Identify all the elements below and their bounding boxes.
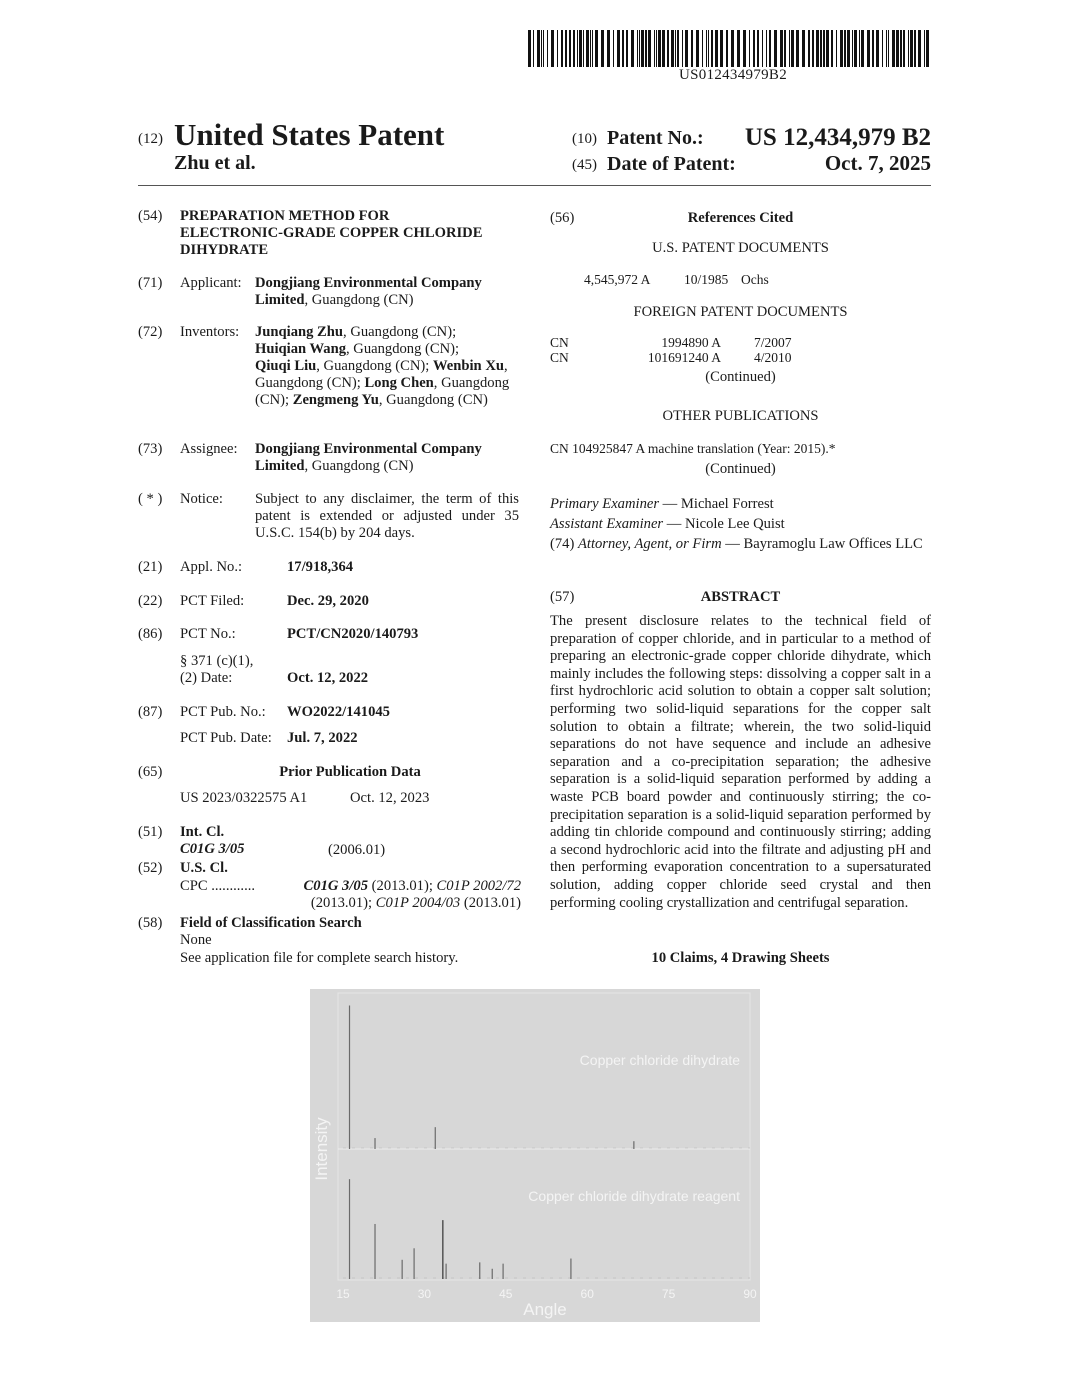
panel-label-top: Copper chloride dihydrate [579,1052,740,1068]
barcode-bar [914,30,916,67]
cpc-class: C01G 3/05 [303,878,369,894]
barcode-bar [749,30,750,67]
title-code: (54) [138,208,163,224]
applicant-name: Dongjiang Environmental Company [255,275,482,291]
abstract-text: The present disclosure relates to the technical field of preparation of copper chloride, and in particular to a method of preparing an electronic-grade copper chloride dihydrate, which mainly includes the following steps: dissolving a copper salt in a first hydrochloric acid solution to obtain a copper salt solution; performing two solid-liquid separations for the copper salt solution to obtain a filtrate; wherein, the two solid-liquid separations do not have sequence and include an adhesive separation and a co-precipitation separation; the adhesive separation is a solid-liquid separation performed by adding a waste PCB board powder and continuously stirring; the co-precipitation separation is a solid-liquid separation performed by adding tin chloride compound and continuously stirring; adding a second hydrochloric acid into the filtrate and adjusting pH and then performing evaporation concentration to a supersaturated solution, adding copper chloride seed crystal and then performing cooling crystallization and centrifugal separation. [550,613,931,911]
barcode-bar [859,30,860,67]
barcode-bar [541,30,542,67]
foreign-doc-date: 4/2010 [754,350,792,365]
abstract-code: (57) [550,589,575,605]
x-tick-label: 90 [743,1287,757,1301]
barcode-bar [753,30,755,67]
representative-figure [310,989,760,1322]
barcode-bar [656,30,657,67]
applicant-label: Applicant: [180,275,242,291]
barcode-bar [682,30,683,67]
header-code-12: (12) [138,131,163,147]
barcode-bar [886,30,887,67]
inventor-name: Zengmeng Yu [292,392,379,408]
barcode-bar [808,30,810,67]
inventor-location: , Guangdong (CN); [346,341,460,357]
pct-no-code: (86) [138,626,163,642]
inventor-name: Long Chen [364,375,434,391]
header-code-45: (45) [572,157,597,173]
barcode-bar [908,30,909,67]
barcode-bar [900,30,902,67]
barcode-bar [702,30,703,67]
barcode-bar [757,30,759,67]
barcode-bar [872,30,874,67]
foreign-doc-date: 7/2007 [754,335,792,350]
foreign-docs-heading: FOREIGN PATENT DOCUMENTS [633,304,848,320]
cpc-label: CPC ............ [180,878,256,894]
primary-examiner [550,496,774,513]
inventor-location: , Guangdong (CN); [316,358,430,374]
patent-no-label: Patent No.: [607,127,704,149]
foreign-continued: (Continued) [705,369,776,385]
pct-pub-no-value: WO2022/141045 [287,704,390,720]
barcode-bar [622,30,624,67]
foreign-doc-country: CN [550,335,569,350]
barcode-bar [796,30,799,67]
barcode-bar [592,30,593,67]
barcode-bar [852,30,853,67]
barcode-bar [573,30,575,67]
barcode-bar [637,30,638,67]
inventors-code: (72) [138,324,163,340]
pct-pub-no-label: PCT Pub. No.: [180,704,266,720]
x-axis-label: Angle [523,1300,567,1319]
inventor-location: , Guangdong (CN); [255,375,510,408]
title-line: ELECTRONIC-GRADE COPPER CHLORIDE [180,225,483,241]
barcode-bar [708,30,709,67]
applicant-code: (71) [138,275,163,291]
x-tick-label: 60 [580,1287,594,1301]
x-tick-label: 15 [336,1287,350,1301]
barcode-bar [918,30,921,67]
cpc-class: C01P 2004/03 [375,895,461,911]
appl-no-label: Appl. No.: [180,559,243,575]
assistant-examiner [550,516,785,533]
barcode-bar [590,30,591,67]
assignee-name: Dongjiang Environmental Company [255,441,482,457]
assignee-code: (73) [138,441,163,457]
us-docs-heading: U.S. PATENT DOCUMENTS [652,240,829,256]
barcode-bar [543,30,544,67]
header-divider [138,185,931,186]
notice-code: ( * ) [138,491,163,507]
barcode-bar [876,30,879,67]
us-cl-code: (52) [138,860,163,876]
us-doc-number: 4,545,972 A [584,272,651,287]
inventor-name: Junqiang Zhu [255,324,344,340]
date-of-patent: Oct. 7, 2025 [824,151,931,175]
barcode-bar [691,30,693,67]
barcode-bar [844,30,846,67]
barcode-bar [579,30,582,67]
barcode-bar [769,30,771,67]
barcode-bar [802,30,805,67]
prior-pub-heading: Prior Publication Data [279,764,421,780]
int-cl-version: (2006.01) [328,842,386,858]
cpc-classes [277,878,521,912]
inventors-list [255,324,517,409]
panel-label-bottom: Copper chloride dihydrate reagent [528,1188,740,1204]
title-line: PREPARATION METHOD FOR [180,208,390,224]
us-doc-name: Ochs [741,272,769,287]
barcode-bar [789,30,790,67]
barcode-bar [586,30,589,67]
barcode-bar [823,30,825,67]
claims-summary: 10 Claims, 4 Drawing Sheets [651,950,830,966]
other-pubs-heading: OTHER PUBLICATIONS [662,408,819,424]
barcode-bar [557,30,558,67]
barcode-bar [840,30,843,67]
barcode-bar [533,30,534,67]
foreign-doc-country: CN [550,350,569,365]
header-code-10: (10) [572,131,597,147]
barcode-bar [583,30,584,67]
primary-examiner-label: Primary Examiner [550,496,660,512]
field-search-note: See application file for complete search history. [180,950,459,966]
cpc-class: C01P 2002/72 [436,878,521,894]
s371-label: § 371 (c)(1), [180,653,254,669]
barcode-bar [831,30,833,67]
authors: Zhu et al. [174,152,256,174]
pct-pub-no-code: (87) [138,704,163,720]
inventor-location: , Guangdong (CN); [343,324,457,340]
barcode-bar [867,30,870,67]
barcode-bar [731,30,734,67]
abstract-heading: ABSTRACT [700,589,781,605]
barcode-bar [645,30,647,67]
assignee-value [255,441,520,475]
barcode-bar [861,30,864,67]
patent-number: US 12,434,979 B2 [744,124,931,151]
barcode-bar [639,30,640,67]
barcode-bar [667,30,669,67]
barcode-bar [537,30,540,67]
assistant-examiner-name: — Nicole Lee Quist [663,516,785,532]
int-cl-heading: Int. Cl. [180,824,225,840]
barcode [528,30,932,67]
appl-no-value: 17/918,364 [287,559,354,575]
barcode-number: US012434979B2 [678,67,788,83]
prior-pub-date: Oct. 12, 2023 [350,790,430,806]
other-continued: (Continued) [705,461,776,477]
barcode-bar [711,30,713,67]
assignee-label: Assignee: [180,441,238,457]
barcode-bar [737,30,740,67]
notice-text: Subject to any disclaimer, the term of this patent is extended or adjusted under 35 U.S.C. 154(b) by 204 days. [255,491,519,541]
barcode-bar [766,30,767,67]
cpc-version: (2013.01) [460,895,521,911]
invention-title [180,208,482,259]
barcode-bar [551,30,554,67]
barcode-bar [685,30,688,67]
barcode-bar [626,30,628,67]
figure-background [310,989,760,1322]
inventor-location: , Guangdong (CN) [378,392,488,408]
applicant-value [255,275,520,309]
pct-pub-date-value: Jul. 7, 2022 [287,730,358,746]
int-cl-class: C01G 3/05 [180,841,245,857]
pct-no-label: PCT No.: [180,626,236,642]
barcode-bar [791,30,794,67]
prior-pub-code: (65) [138,764,163,780]
primary-examiner-name: — Michael Forrest [659,496,774,512]
cpc-version: (2013.01); [310,895,376,911]
attorney-code: (74) [550,536,575,552]
barcode-bar [696,30,699,67]
barcode-bar [743,30,746,67]
s371-date-value: Oct. 12, 2022 [287,670,369,686]
barcode-bar [888,30,889,67]
applicant-location: , Guangdong (CN) [304,292,414,308]
refs-code: (56) [550,210,575,226]
field-search-none: None [180,932,212,948]
barcode-bar [662,30,665,67]
barcode-bar [595,30,598,67]
attorney-label: Attorney, Agent, or Firm [577,536,722,552]
barcode-bar [706,30,707,67]
barcode-bar [903,30,905,67]
date-of-patent-label: Date of Patent: [607,153,736,175]
barcode-bar [671,30,674,67]
x-tick-label: 45 [499,1287,513,1301]
inventor-name: Wenbin Xu [433,358,504,374]
barcode-bar [613,30,614,67]
us-cl-heading: U.S. Cl. [180,860,228,876]
barcode-bar [715,30,718,67]
xrd-figure [310,989,760,1322]
prior-pub-number: US 2023/0322575 A1 [180,790,308,806]
barcode-bar [561,30,563,67]
assistant-examiner-label: Assistant Examiner [550,516,664,532]
inventors-label: Inventors: [180,324,240,340]
inventor-name: Qiuqi Liu [255,358,317,374]
document-type: United States Patent [174,117,445,152]
barcode-bar [565,30,567,67]
applicant-name-cont: Limited [255,292,305,308]
pct-no-value: PCT/CN2020/140793 [287,626,419,642]
assignee-location: , Guangdong (CN) [304,458,414,474]
appl-no-code: (21) [138,559,163,575]
x-tick-label: 75 [661,1287,676,1301]
barcode-bar [896,30,899,67]
barcode-bar [631,30,634,67]
barcode-bar [926,30,929,67]
barcode-bar [648,30,651,67]
barcode-bar [658,30,661,67]
cpc-version: (2013.01); [368,878,437,894]
barcode-bar [617,30,620,67]
barcode-bar [726,30,728,67]
barcode-bar [607,30,610,67]
s371-date-label: (2) Date: [180,670,233,686]
barcode-bar [854,30,857,67]
barcode-bar [641,30,644,67]
attorney [550,536,931,553]
barcode-bar [677,30,679,67]
barcode-bar [774,30,777,67]
inventor-location: , Guangdong (CN); [255,358,508,391]
pct-filed-label: PCT Filed: [180,593,245,609]
pct-filed-code: (22) [138,593,163,609]
barcode-bar [547,30,548,67]
barcode-bar [720,30,723,67]
barcode-bar [820,30,822,67]
x-tick-label: 30 [417,1287,432,1301]
barcode-bar [847,30,850,67]
y-axis-label: Intensity [312,1117,331,1181]
barcode-bar [924,30,925,67]
us-doc-date: 10/1985 [684,272,729,287]
inventor-name: Huiqian Wang [255,341,346,357]
barcode-bar [675,30,676,67]
assignee-name-cont: Limited [255,458,305,474]
barcode-bar [780,30,783,67]
barcode-bar [812,30,814,67]
refs-heading: References Cited [687,210,794,226]
barcode-bar [816,30,819,67]
barcode-bar [882,30,883,67]
barcode-bar [784,30,786,67]
barcode-bar [577,30,578,67]
int-cl-code: (51) [138,824,163,840]
other-pub-item: CN 104925847 A machine translation (Year: 2015).* [550,441,836,456]
barcode-bar [569,30,571,67]
barcode-image [528,30,932,67]
barcode-bar [910,30,913,67]
barcode-bar [762,30,763,67]
title-line: DIHYDRATE [180,242,269,258]
barcode-bar [601,30,604,67]
pct-pub-date-label: PCT Pub. Date: [180,730,272,746]
notice-label: Notice: [180,491,223,507]
barcode-bar [654,30,655,67]
barcode-bar [826,30,829,67]
barcode-bar [836,30,837,67]
foreign-doc-number: 1994890 A [661,335,721,350]
field-search-code: (58) [138,915,163,931]
barcode-bar [892,30,895,67]
field-search-heading: Field of Classification Search [180,915,362,931]
barcode-bar [528,30,531,67]
pct-filed-value: Dec. 29, 2020 [287,593,369,609]
attorney-name: — Bayramoglu Law Offices LLC [721,536,923,552]
foreign-doc-number: 101691240 A [647,350,721,365]
